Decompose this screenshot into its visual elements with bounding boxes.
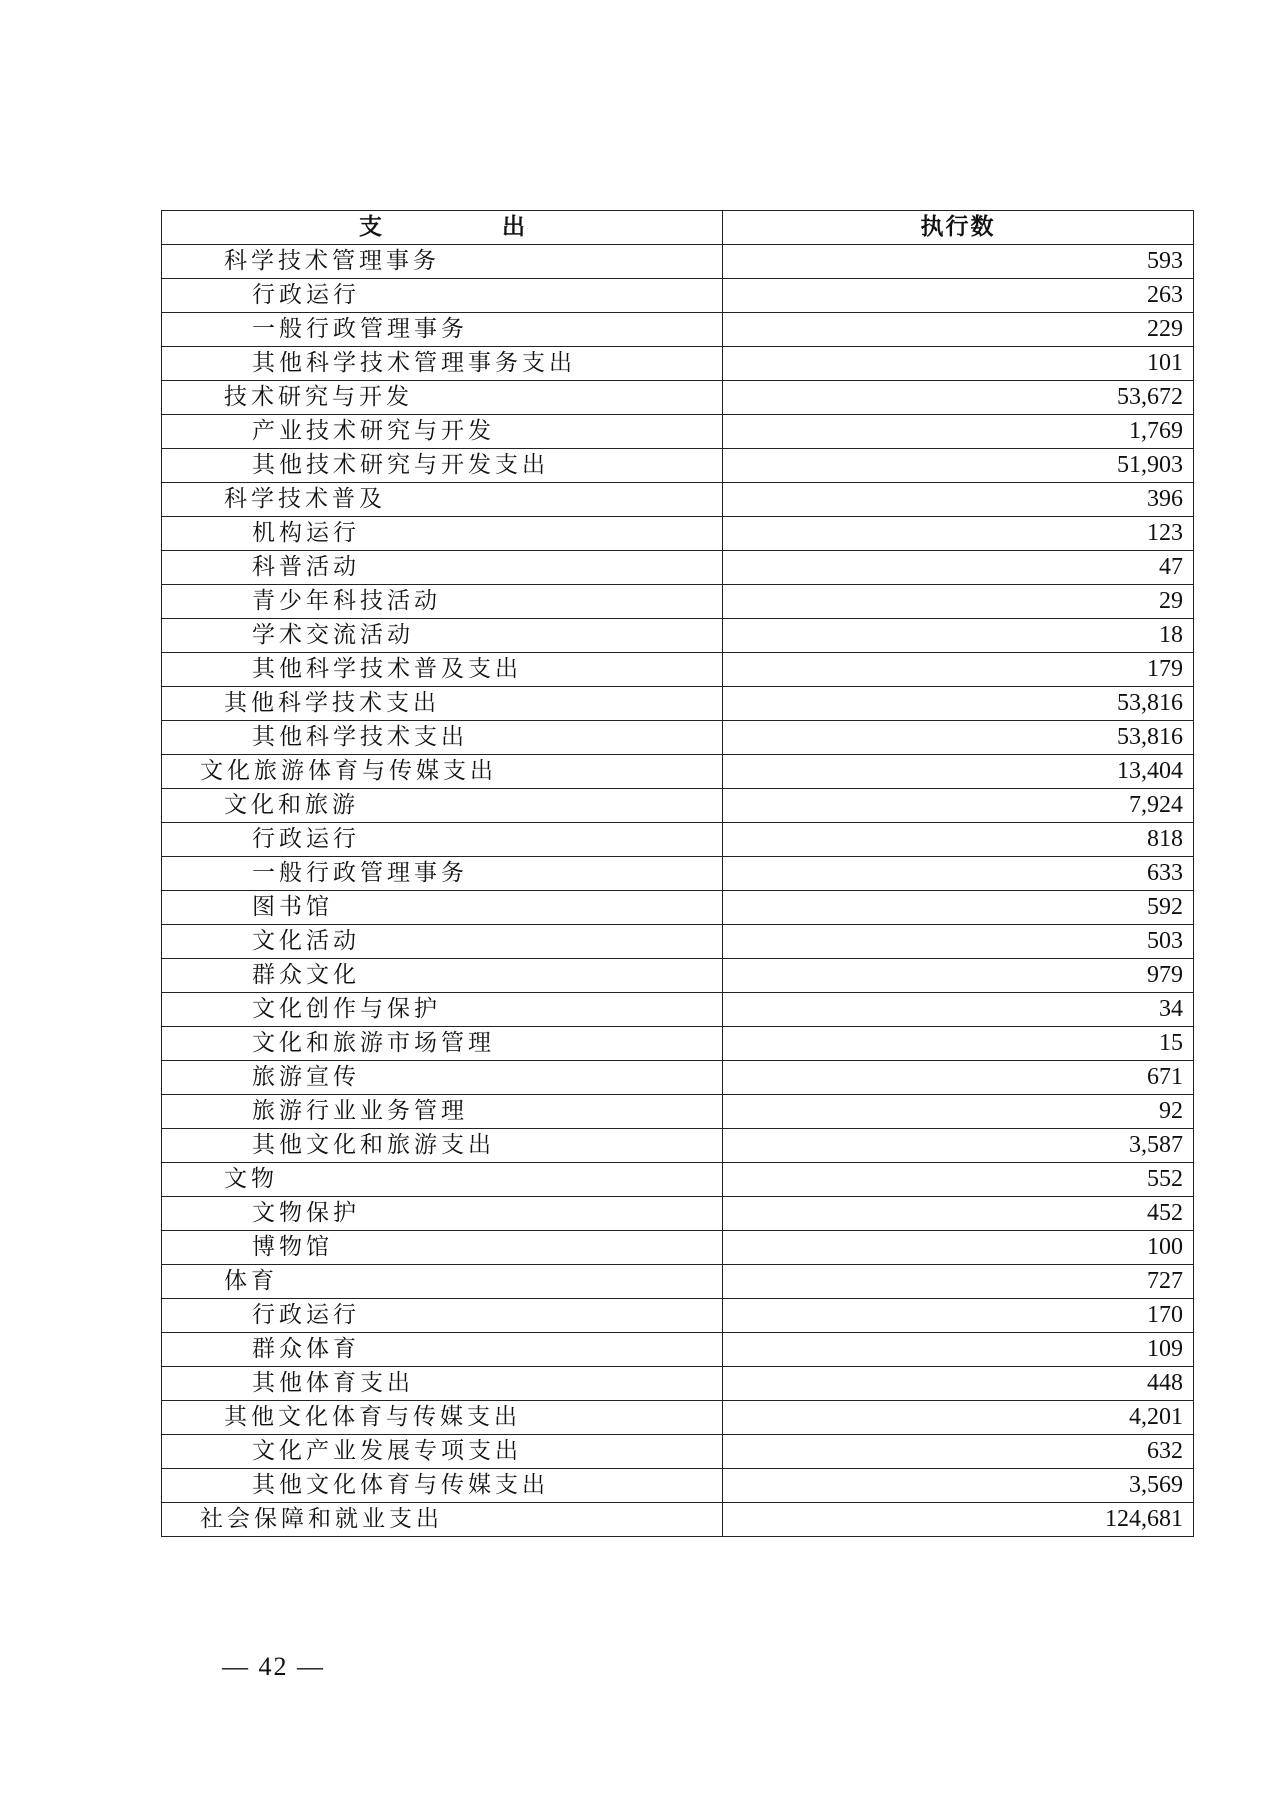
row-item-name: 其他文化和旅游支出	[162, 1129, 723, 1163]
row-item-name: 其他科学技术普及支出	[162, 653, 723, 687]
table-row	[162, 1299, 1194, 1333]
row-item-value: 592	[723, 891, 1194, 925]
header-executed-amount: 执行数	[723, 211, 1194, 245]
row-item-value: 170	[723, 1299, 1194, 1333]
row-item-value: 124,681	[723, 1503, 1194, 1537]
row-item-name: 文化产业发展专项支出	[162, 1435, 723, 1469]
table-row	[162, 1163, 1194, 1197]
table-row	[162, 551, 1194, 585]
row-item-name: 一般行政管理事务	[162, 313, 723, 347]
row-item-value: 3,587	[723, 1129, 1194, 1163]
row-item-value: 3,569	[723, 1469, 1194, 1503]
table-row	[162, 1503, 1194, 1537]
row-item-value: 13,404	[723, 755, 1194, 789]
row-item-name: 科普活动	[162, 551, 723, 585]
row-item-value: 15	[723, 1027, 1194, 1061]
row-item-value: 179	[723, 653, 1194, 687]
row-item-name: 学术交流活动	[162, 619, 723, 653]
row-item-value: 53,816	[723, 721, 1194, 755]
row-item-name: 其他科学技术支出	[162, 721, 723, 755]
table-row	[162, 823, 1194, 857]
row-item-value: 452	[723, 1197, 1194, 1231]
table-row	[162, 1197, 1194, 1231]
row-item-value: 727	[723, 1265, 1194, 1299]
table-row	[162, 619, 1194, 653]
row-item-name: 一般行政管理事务	[162, 857, 723, 891]
row-item-value: 123	[723, 517, 1194, 551]
row-item-name: 文化和旅游	[162, 789, 723, 823]
table-row	[162, 1061, 1194, 1095]
row-item-value: 979	[723, 959, 1194, 993]
table-row	[162, 415, 1194, 449]
table-row	[162, 585, 1194, 619]
row-item-name: 图书馆	[162, 891, 723, 925]
table-header	[162, 211, 1194, 245]
table-row	[162, 1095, 1194, 1129]
table-row	[162, 1231, 1194, 1265]
row-item-name: 旅游宣传	[162, 1061, 723, 1095]
row-item-value: 263	[723, 279, 1194, 313]
table-row	[162, 279, 1194, 313]
table-row	[162, 891, 1194, 925]
row-item-value: 1,769	[723, 415, 1194, 449]
row-item-name: 行政运行	[162, 279, 723, 313]
row-item-name: 社会保障和就业支出	[162, 1503, 723, 1537]
table-row	[162, 347, 1194, 381]
row-item-value: 633	[723, 857, 1194, 891]
table-row	[162, 517, 1194, 551]
table-row	[162, 1027, 1194, 1061]
row-item-value: 229	[723, 313, 1194, 347]
row-item-value: 101	[723, 347, 1194, 381]
row-item-name: 文化和旅游市场管理	[162, 1027, 723, 1061]
table-row	[162, 483, 1194, 517]
row-item-value: 34	[723, 993, 1194, 1027]
table-row	[162, 755, 1194, 789]
row-item-value: 53,816	[723, 687, 1194, 721]
row-item-value: 503	[723, 925, 1194, 959]
row-item-name: 文化创作与保护	[162, 993, 723, 1027]
row-item-value: 632	[723, 1435, 1194, 1469]
row-item-value: 4,201	[723, 1401, 1194, 1435]
table-row	[162, 1367, 1194, 1401]
table-row	[162, 449, 1194, 483]
row-item-value: 92	[723, 1095, 1194, 1129]
row-item-name: 其他科学技术支出	[162, 687, 723, 721]
row-item-name: 产业技术研究与开发	[162, 415, 723, 449]
row-item-name: 机构运行	[162, 517, 723, 551]
row-item-name: 其他技术研究与开发支出	[162, 449, 723, 483]
table-row	[162, 653, 1194, 687]
row-item-value: 7,924	[723, 789, 1194, 823]
row-item-value: 53,672	[723, 381, 1194, 415]
row-item-value: 448	[723, 1367, 1194, 1401]
budget-table	[161, 210, 1194, 1537]
row-item-value: 671	[723, 1061, 1194, 1095]
row-item-name: 科学技术管理事务	[162, 245, 723, 279]
table-row	[162, 687, 1194, 721]
row-item-name: 旅游行业业务管理	[162, 1095, 723, 1129]
table-row	[162, 925, 1194, 959]
row-item-name: 文化活动	[162, 925, 723, 959]
row-item-value: 29	[723, 585, 1194, 619]
row-item-value: 100	[723, 1231, 1194, 1265]
row-item-name: 群众文化	[162, 959, 723, 993]
header-row	[162, 211, 1194, 245]
table-row	[162, 721, 1194, 755]
table-row	[162, 857, 1194, 891]
row-item-name: 其他科学技术管理事务支出	[162, 347, 723, 381]
row-item-name: 博物馆	[162, 1231, 723, 1265]
table-body	[162, 245, 1194, 1537]
table-row	[162, 993, 1194, 1027]
row-item-value: 396	[723, 483, 1194, 517]
row-item-value: 51,903	[723, 449, 1194, 483]
row-item-name: 其他文化体育与传媒支出	[162, 1401, 723, 1435]
header-expenditure: 支出	[162, 211, 723, 245]
table-row	[162, 381, 1194, 415]
row-item-value: 593	[723, 245, 1194, 279]
row-item-name: 青少年科技活动	[162, 585, 723, 619]
row-item-name: 文物保护	[162, 1197, 723, 1231]
row-item-value: 109	[723, 1333, 1194, 1367]
table-row	[162, 1469, 1194, 1503]
row-item-value: 47	[723, 551, 1194, 585]
row-item-name: 群众体育	[162, 1333, 723, 1367]
table-row	[162, 1401, 1194, 1435]
table-row	[162, 1265, 1194, 1299]
row-item-name: 体育	[162, 1265, 723, 1299]
row-item-name: 科学技术普及	[162, 483, 723, 517]
row-item-value: 818	[723, 823, 1194, 857]
row-item-name: 文化旅游体育与传媒支出	[162, 755, 723, 789]
page-number: — 42 —	[222, 1652, 325, 1681]
row-item-name: 其他体育支出	[162, 1367, 723, 1401]
table-row	[162, 789, 1194, 823]
table-row	[162, 313, 1194, 347]
table-row	[162, 1333, 1194, 1367]
row-item-name: 行政运行	[162, 823, 723, 857]
row-item-name: 行政运行	[162, 1299, 723, 1333]
row-item-value: 552	[723, 1163, 1194, 1197]
table-row	[162, 1129, 1194, 1163]
table-row	[162, 959, 1194, 993]
row-item-value: 18	[723, 619, 1194, 653]
table-row	[162, 245, 1194, 279]
table-row	[162, 1435, 1194, 1469]
row-item-name: 文物	[162, 1163, 723, 1197]
row-item-name: 技术研究与开发	[162, 381, 723, 415]
row-item-name: 其他文化体育与传媒支出	[162, 1469, 723, 1503]
